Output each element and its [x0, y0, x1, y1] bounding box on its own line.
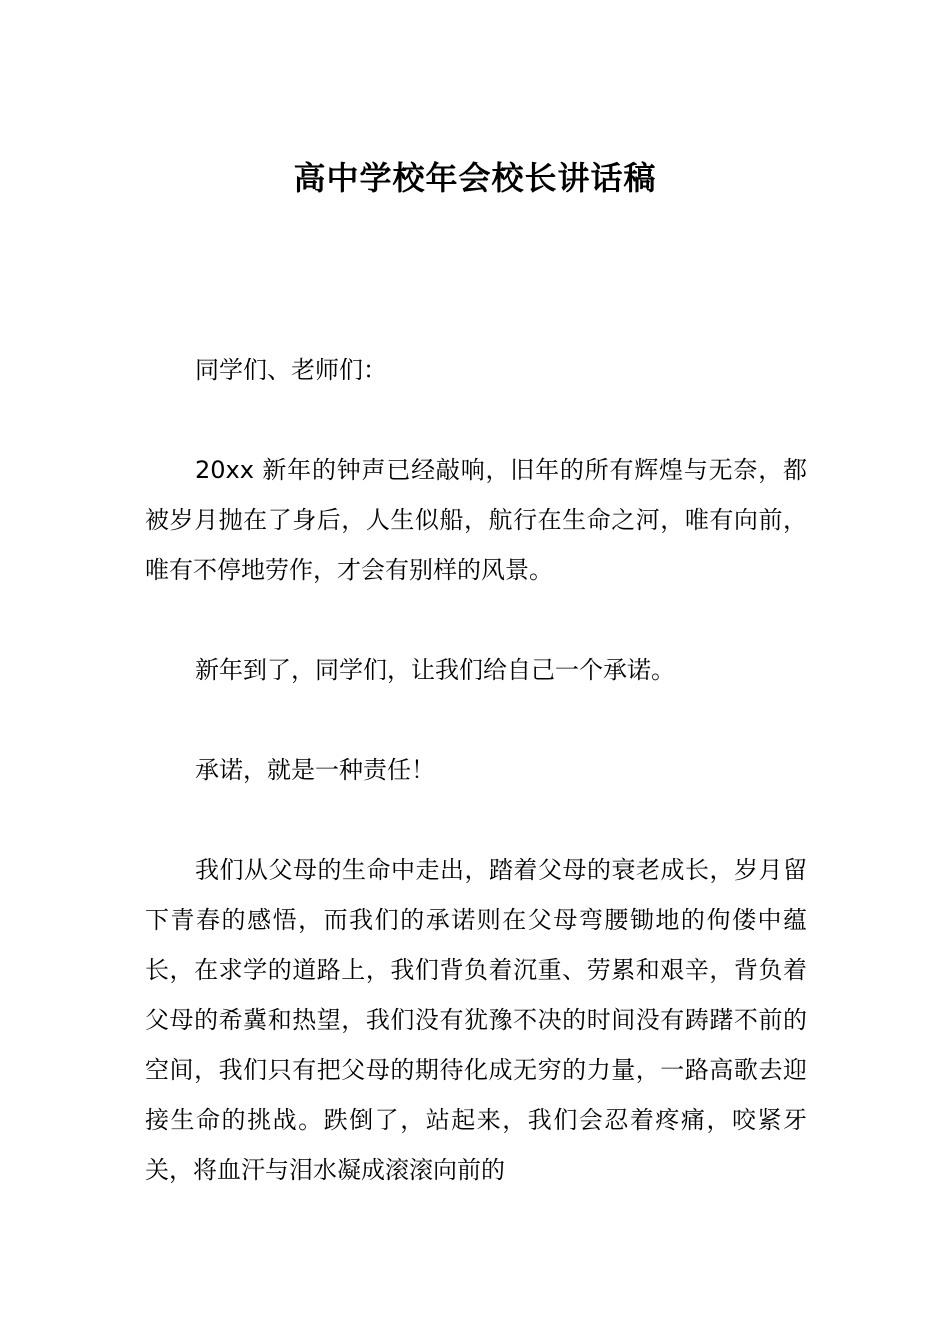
paragraph: 我们从父母的生命中走出，踏着父母的衰老成长，岁月留下青春的感悟，而我们的承诺则在父母弯腰锄地的佝偻中蕴长，在求学的道路上，我们背负着沉重、劳累和艰辛，背负着父母的希冀和热望，我们没有犹豫不决的时间没有踌躇不前的空间，我们只有把父母的期待化成无穷的力量，一路高歌去迎接生命的挑战。跌倒了，站起来，我们会忍着疼痛，咬紧牙关，将血汗与泪水凝成滚滚向前的: [145, 856, 807, 1184]
paragraph: 承诺，就是一种责任！: [195, 756, 435, 784]
paragraph: 新年到了，同学们，让我们给自己一个承诺。: [195, 656, 675, 684]
document-title: 高中学校年会校长讲话稿: [293, 159, 657, 197]
paragraph-greeting: 同学们、老师们：: [195, 356, 387, 384]
document-body: [145, 345, 807, 1245]
paragraph: 20xx 新年的钟声已经敲响，旧年的所有辉煌与无奈，都被岁月抛在了身后，人生似船，航行在生命之河，唯有向前，唯有不停地劳作，才会有别样的风景。: [145, 456, 807, 584]
